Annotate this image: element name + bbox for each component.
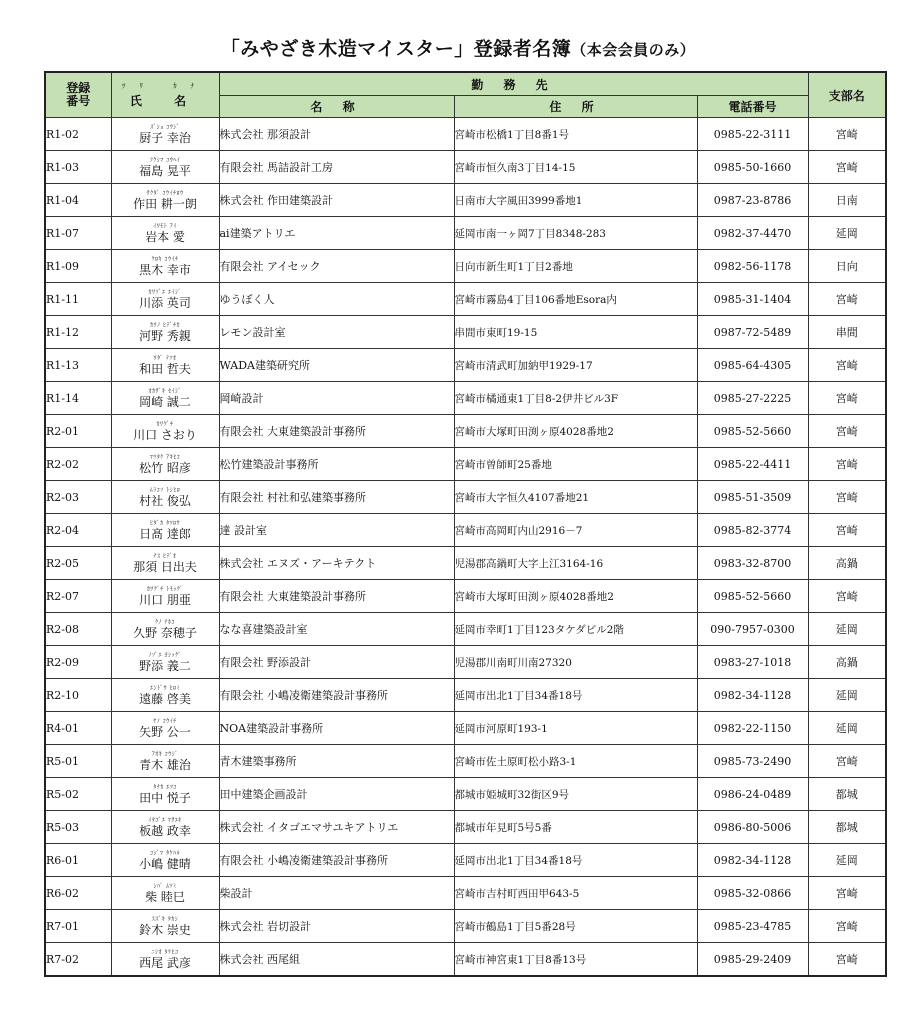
- name-text: 川添 英司: [139, 295, 191, 310]
- address-cell: 宮崎市神宮東1丁目8番13号: [454, 943, 697, 977]
- name-furigana: ｶﾜｸﾞﾁ: [156, 420, 174, 428]
- name-furigana: ｲﾜﾓﾄ ｱｲ: [153, 222, 177, 230]
- address-cell: 宮崎市松橋1丁目8番1号: [454, 118, 697, 151]
- table-row: [45, 382, 886, 415]
- tel-cell: 0985-32-0866: [697, 877, 808, 910]
- tel-cell: 0987-23-8786: [697, 184, 808, 217]
- tel-cell: 0983-32-8700: [697, 547, 808, 580]
- title-subtitle: （本会会員のみ）: [571, 41, 696, 59]
- address-cell: 宮崎市霧島4丁目106番地Esora内: [454, 283, 697, 316]
- address-cell: 宮崎市曽師町25番地: [454, 448, 697, 481]
- name-furigana: ﾀﾅｶ ｴﾂｺ: [153, 783, 177, 791]
- name-text: 小嶋 健晴: [139, 856, 191, 871]
- name-text: 鈴木 崇史: [139, 922, 191, 937]
- branch-cell: 宮崎: [808, 118, 886, 151]
- name-text: 黒木 幸市: [139, 262, 191, 277]
- name-text: 川口 朋亜: [139, 592, 191, 607]
- name-text: 村社 俊弘: [139, 493, 191, 508]
- branch-cell: 宮崎: [808, 382, 886, 415]
- name-text: 久野 奈穂子: [133, 625, 197, 640]
- branch-cell: 高鍋: [808, 646, 886, 679]
- tel-cell: 0982-34-1128: [697, 679, 808, 712]
- reg-number-cell: R6-01: [45, 844, 111, 877]
- table-row: [45, 151, 886, 184]
- name-text: 田中 悦子: [139, 790, 191, 805]
- reg-number-cell: R1-07: [45, 217, 111, 250]
- name-cell: [111, 943, 219, 977]
- table-row: [45, 679, 886, 712]
- tel-cell: 0986-80-5006: [697, 811, 808, 844]
- reg-number-cell: R1-04: [45, 184, 111, 217]
- tel-cell: 0985-27-2225: [697, 382, 808, 415]
- name-cell: [111, 481, 219, 514]
- name-cell: [111, 448, 219, 481]
- branch-cell: 串間: [808, 316, 886, 349]
- name-text: 松竹 昭彦: [139, 460, 191, 475]
- address-cell: 延岡市河原町193-1: [454, 712, 697, 745]
- address-cell: 延岡市出北1丁目34番18号: [454, 844, 697, 877]
- branch-cell: 高鍋: [808, 547, 886, 580]
- office-cell: 株式会社 岩切設計: [219, 910, 454, 943]
- name-furigana: ﾆｼｵ ﾀｹﾋｺ: [151, 948, 179, 956]
- name-furigana: ｻｸﾀﾞ ｺｳｲﾁﾛｳ: [146, 189, 184, 197]
- name-cell: [111, 547, 219, 580]
- office-cell: ai建築アトリエ: [219, 217, 454, 250]
- branch-cell: 宮崎: [808, 943, 886, 977]
- name-cell: [111, 118, 219, 151]
- col-header-reg-no: 登録 番号: [45, 72, 111, 118]
- table-row: [45, 745, 886, 778]
- office-cell: 株式会社 作田建築設計: [219, 184, 454, 217]
- address-cell: 児湯郡高鍋町大字上江3164-16: [454, 547, 697, 580]
- name-furigana: ｴﾝﾄﾞｳ ﾋﾛﾐ: [150, 684, 180, 692]
- branch-cell: 都城: [808, 778, 886, 811]
- branch-cell: 延岡: [808, 844, 886, 877]
- branch-cell: 宮崎: [808, 349, 886, 382]
- address-cell: 宮崎市橘通東1丁目8-2伊井ビル3F: [454, 382, 697, 415]
- office-cell: 有限会社 馬詰設計工房: [219, 151, 454, 184]
- name-furigana: ｶﾜｿﾞｴ ｴｲｼﾞ: [148, 288, 182, 296]
- reg-number-cell: R1-11: [45, 283, 111, 316]
- reg-number-cell: R5-01: [45, 745, 111, 778]
- table-row: [45, 283, 886, 316]
- address-cell: 児湯郡川南町川南27320: [454, 646, 697, 679]
- table-row: [45, 316, 886, 349]
- table-row: [45, 547, 886, 580]
- branch-cell: 延岡: [808, 613, 886, 646]
- name-furigana: ﾑﾗｺｿ ﾄｼﾋﾛ: [149, 486, 181, 494]
- branch-cell: 宮崎: [808, 151, 886, 184]
- col-header-office: 名 称: [219, 96, 454, 118]
- branch-cell: 宮崎: [808, 448, 886, 481]
- name-text: 柴 睦巳: [145, 889, 185, 904]
- name-furigana: ｼﾊﾞ ﾑﾂﾐ: [153, 882, 177, 890]
- address-cell: 宮崎市恒久南3丁目14-15: [454, 151, 697, 184]
- name-text: 作田 耕一朗: [133, 196, 197, 211]
- name-text: 岩本 愛: [145, 229, 185, 244]
- reg-number-cell: R5-02: [45, 778, 111, 811]
- office-cell: 柴設計: [219, 877, 454, 910]
- name-text: 野添 義二: [139, 658, 191, 673]
- reg-number-cell: R7-02: [45, 943, 111, 977]
- table-row: [45, 481, 886, 514]
- branch-cell: 日南: [808, 184, 886, 217]
- name-cell: [111, 910, 219, 943]
- office-cell: 有限会社 大東建築設計事務所: [219, 580, 454, 613]
- reg-number-cell: R4-01: [45, 712, 111, 745]
- reg-number-cell: R2-07: [45, 580, 111, 613]
- tel-cell: 0985-22-3111: [697, 118, 808, 151]
- office-cell: 岡崎設計: [219, 382, 454, 415]
- registrant-table: [44, 71, 887, 977]
- name-cell: [111, 613, 219, 646]
- branch-cell: 宮崎: [808, 877, 886, 910]
- name-cell: [111, 382, 219, 415]
- table-row: [45, 514, 886, 547]
- office-cell: 有限会社 小嶋凌衛建築設計事務所: [219, 844, 454, 877]
- table-row: [45, 448, 886, 481]
- branch-cell: 日向: [808, 250, 886, 283]
- name-text: 板越 政幸: [139, 823, 191, 838]
- address-cell: 串間市東町19-15: [454, 316, 697, 349]
- name-furigana: ﾔﾉ ｺｳｲﾁ: [153, 717, 177, 725]
- name-cell: [111, 415, 219, 448]
- col-header-workplace: 勤 務 先: [219, 72, 808, 96]
- reg-number-cell: R1-03: [45, 151, 111, 184]
- branch-cell: 宮崎: [808, 910, 886, 943]
- reg-number-cell: R1-09: [45, 250, 111, 283]
- table-row: [45, 712, 886, 745]
- name-cell: [111, 283, 219, 316]
- name-cell: [111, 844, 219, 877]
- tel-cell: 090-7957-0300: [697, 613, 808, 646]
- name-text: 和田 哲夫: [139, 361, 191, 376]
- tel-cell: 0982-34-1128: [697, 844, 808, 877]
- name-furigana: ｽﾞｼｮ ｺｳｼﾞ: [150, 123, 180, 131]
- table-row: [45, 844, 886, 877]
- tel-cell: 0987-72-5489: [697, 316, 808, 349]
- address-cell: 日向市新生町1丁目2番地: [454, 250, 697, 283]
- reg-number-cell: R1-02: [45, 118, 111, 151]
- tel-cell: 0982-22-1150: [697, 712, 808, 745]
- address-cell: 宮崎市清武町加納甲1929-17: [454, 349, 697, 382]
- table-row: [45, 910, 886, 943]
- header-row-1: [45, 72, 886, 96]
- name-furigana: ｸﾉ ﾅﾎｺ: [155, 618, 175, 626]
- reg-number-cell: R2-04: [45, 514, 111, 547]
- reg-number-cell: R5-03: [45, 811, 111, 844]
- name-cell: [111, 316, 219, 349]
- table-body: [45, 118, 886, 977]
- name-cell: [111, 184, 219, 217]
- document-title: [0, 34, 916, 61]
- tel-cell: 0985-52-5660: [697, 415, 808, 448]
- reg-number-cell: R1-14: [45, 382, 111, 415]
- office-cell: 青木建築事務所: [219, 745, 454, 778]
- address-cell: 都城市姫城町32街区9号: [454, 778, 697, 811]
- tel-cell: 0985-29-2409: [697, 943, 808, 977]
- tel-cell: 0982-56-1178: [697, 250, 808, 283]
- name-furigana: ｶﾜﾉ ﾋﾃﾞﾁｶ: [150, 321, 180, 329]
- name-furigana: ﾋﾀﾞｶ ﾀﾂﾛｳ: [150, 519, 180, 527]
- address-cell: 宮崎市大塚町田渕ヶ原4028番地2: [454, 415, 697, 448]
- address-cell: 延岡市出北1丁目34番18号: [454, 679, 697, 712]
- table-row: [45, 877, 886, 910]
- title-text: 「みやざき木造マイスター」登録者名簿: [220, 38, 572, 60]
- name-text: 岡崎 誠二: [139, 394, 191, 409]
- name-text: 青木 雄治: [139, 757, 191, 772]
- name-furigana: ｵｶｻﾞｷ ｾｲｼﾞ: [148, 387, 182, 395]
- name-cell: [111, 877, 219, 910]
- table-row: [45, 349, 886, 382]
- reg-number-cell: R2-05: [45, 547, 111, 580]
- office-cell: 有限会社 野添設計: [219, 646, 454, 679]
- tel-cell: 0983-27-1018: [697, 646, 808, 679]
- tel-cell: 0985-50-1660: [697, 151, 808, 184]
- address-cell: 宮崎市佐土原町松小路3-1: [454, 745, 697, 778]
- office-cell: なな喜建築設計室: [219, 613, 454, 646]
- name-cell: [111, 217, 219, 250]
- address-cell: 宮崎市鶴島1丁目5番28号: [454, 910, 697, 943]
- name-furigana: ｱｵｷ ｺｳｼﾞ: [151, 750, 179, 758]
- table-row: [45, 778, 886, 811]
- reg-number-cell: R6-02: [45, 877, 111, 910]
- name-cell: [111, 580, 219, 613]
- tel-cell: 0985-73-2490: [697, 745, 808, 778]
- branch-cell: 宮崎: [808, 580, 886, 613]
- table-row: [45, 118, 886, 151]
- tel-cell: 0985-51-3509: [697, 481, 808, 514]
- name-text: 厨子 幸治: [139, 130, 191, 145]
- office-cell: レモン設計室: [219, 316, 454, 349]
- tel-cell: 0985-82-3774: [697, 514, 808, 547]
- name-cell: [111, 811, 219, 844]
- table-row: [45, 580, 886, 613]
- reg-number-cell: R1-12: [45, 316, 111, 349]
- name-furigana: ﾅｽ ﾋﾃﾞｵ: [153, 552, 177, 560]
- address-cell: 宮崎市高岡町内山2916－7: [454, 514, 697, 547]
- branch-cell: 延岡: [808, 217, 886, 250]
- name-cell: [111, 745, 219, 778]
- address-cell: 日南市大字風田3999番地1: [454, 184, 697, 217]
- branch-cell: 延岡: [808, 712, 886, 745]
- table-row: [45, 613, 886, 646]
- office-cell: 有限会社 大東建築設計事務所: [219, 415, 454, 448]
- reg-number-cell: R2-02: [45, 448, 111, 481]
- reg-number-cell: R2-08: [45, 613, 111, 646]
- branch-cell: 宮崎: [808, 514, 886, 547]
- branch-cell: 都城: [808, 811, 886, 844]
- office-cell: 有限会社 村社和弘建築事務所: [219, 481, 454, 514]
- office-cell: 株式会社 エヌズ・アーキテクト: [219, 547, 454, 580]
- office-cell: NOA建築設計事務所: [219, 712, 454, 745]
- address-cell: 宮崎市大字恒久4107番地21: [454, 481, 697, 514]
- office-cell: 松竹建築設計事務所: [219, 448, 454, 481]
- tel-cell: 0982-37-4470: [697, 217, 808, 250]
- table-row: [45, 943, 886, 977]
- col-header-address: 住 所: [454, 96, 697, 118]
- office-cell: ゆうぼく人: [219, 283, 454, 316]
- name-furigana: ｲﾀｺﾞｴ ﾏｻﾕｷ: [148, 816, 182, 824]
- reg-number-cell: R1-13: [45, 349, 111, 382]
- name-cell: [111, 514, 219, 547]
- name-cell: [111, 778, 219, 811]
- name-cell: [111, 679, 219, 712]
- col-header-name: ﾂﾘ ｶﾅ 氏 名: [111, 72, 219, 118]
- office-cell: 達 設計室: [219, 514, 454, 547]
- office-cell: 株式会社 那須設計: [219, 118, 454, 151]
- tel-cell: 0985-64-4305: [697, 349, 808, 382]
- office-cell: 株式会社 イタゴエマサユキアトリエ: [219, 811, 454, 844]
- name-cell: [111, 349, 219, 382]
- tel-cell: 0985-22-4411: [697, 448, 808, 481]
- tel-cell: 0986-24-0489: [697, 778, 808, 811]
- col-header-tel: 電話番号: [697, 96, 808, 118]
- reg-number-cell: R7-01: [45, 910, 111, 943]
- branch-cell: 宮崎: [808, 745, 886, 778]
- name-furigana: ﾉｿﾞｴ ﾖｼｯｸﾞ: [148, 651, 182, 659]
- name-text: 遠藤 啓美: [139, 691, 191, 706]
- name-text: 矢野 公一: [139, 724, 191, 739]
- tel-cell: 0985-52-5660: [697, 580, 808, 613]
- name-furigana: ｶﾜｸﾞﾁ ﾄﾓｯｸﾞ: [146, 585, 184, 593]
- office-cell: 株式会社 西尾組: [219, 943, 454, 977]
- name-text: 西尾 武彦: [139, 955, 191, 970]
- tel-cell: 0985-23-4785: [697, 910, 808, 943]
- office-cell: 田中建築企画設計: [219, 778, 454, 811]
- reg-number-cell: R2-10: [45, 679, 111, 712]
- branch-cell: 延岡: [808, 679, 886, 712]
- reg-number-cell: R2-03: [45, 481, 111, 514]
- address-cell: 都城市年見町5号5番: [454, 811, 697, 844]
- name-furigana: ﾏﾂﾀｹ ｱｷﾋｺ: [149, 453, 181, 461]
- address-cell: 宮崎市大塚町田渕ヶ原4028番地2: [454, 580, 697, 613]
- reg-number-cell: R2-01: [45, 415, 111, 448]
- name-furigana: ﾌｸｼﾏ ｺｳﾍｲ: [149, 156, 181, 164]
- branch-cell: 宮崎: [808, 481, 886, 514]
- table-row: [45, 217, 886, 250]
- name-furigana: ｸﾛｷ ｺｳｲﾁ: [151, 255, 179, 263]
- name-cell: [111, 646, 219, 679]
- address-cell: 宮崎市吉村町西田甲643-5: [454, 877, 697, 910]
- branch-cell: 宮崎: [808, 415, 886, 448]
- table-row: [45, 184, 886, 217]
- name-cell: [111, 250, 219, 283]
- table-row: [45, 415, 886, 448]
- name-text: 那須 日出夫: [133, 559, 197, 574]
- office-cell: 有限会社 小嶋凌衛建築設計事務所: [219, 679, 454, 712]
- name-furigana: ｽｽﾞｷ ﾀｶｼ: [151, 915, 179, 923]
- table-row: [45, 646, 886, 679]
- name-cell: [111, 151, 219, 184]
- branch-cell: 宮崎: [808, 283, 886, 316]
- name-text: 河野 秀親: [139, 328, 191, 343]
- name-furigana: ｺｼﾞﾏ ﾀｹﾊﾙ: [150, 849, 180, 857]
- table-row: [45, 811, 886, 844]
- office-cell: 有限会社 アイセック: [219, 250, 454, 283]
- reg-number-cell: R2-09: [45, 646, 111, 679]
- name-furigana: ﾜﾀﾞ ﾃﾂｵ: [153, 354, 177, 362]
- name-text: 日髙 達郎: [139, 526, 191, 541]
- table-row: [45, 250, 886, 283]
- address-cell: 延岡市南一ヶ岡7丁目8348-283: [454, 217, 697, 250]
- tel-cell: 0985-31-1404: [697, 283, 808, 316]
- name-text: 福島 晃平: [139, 163, 191, 178]
- office-cell: WADA建築研究所: [219, 349, 454, 382]
- name-text: 川口 さおり: [133, 427, 197, 442]
- col-header-branch: 支部名: [808, 72, 886, 118]
- name-cell: [111, 712, 219, 745]
- address-cell: 延岡市幸町1丁目123タケダビル2階: [454, 613, 697, 646]
